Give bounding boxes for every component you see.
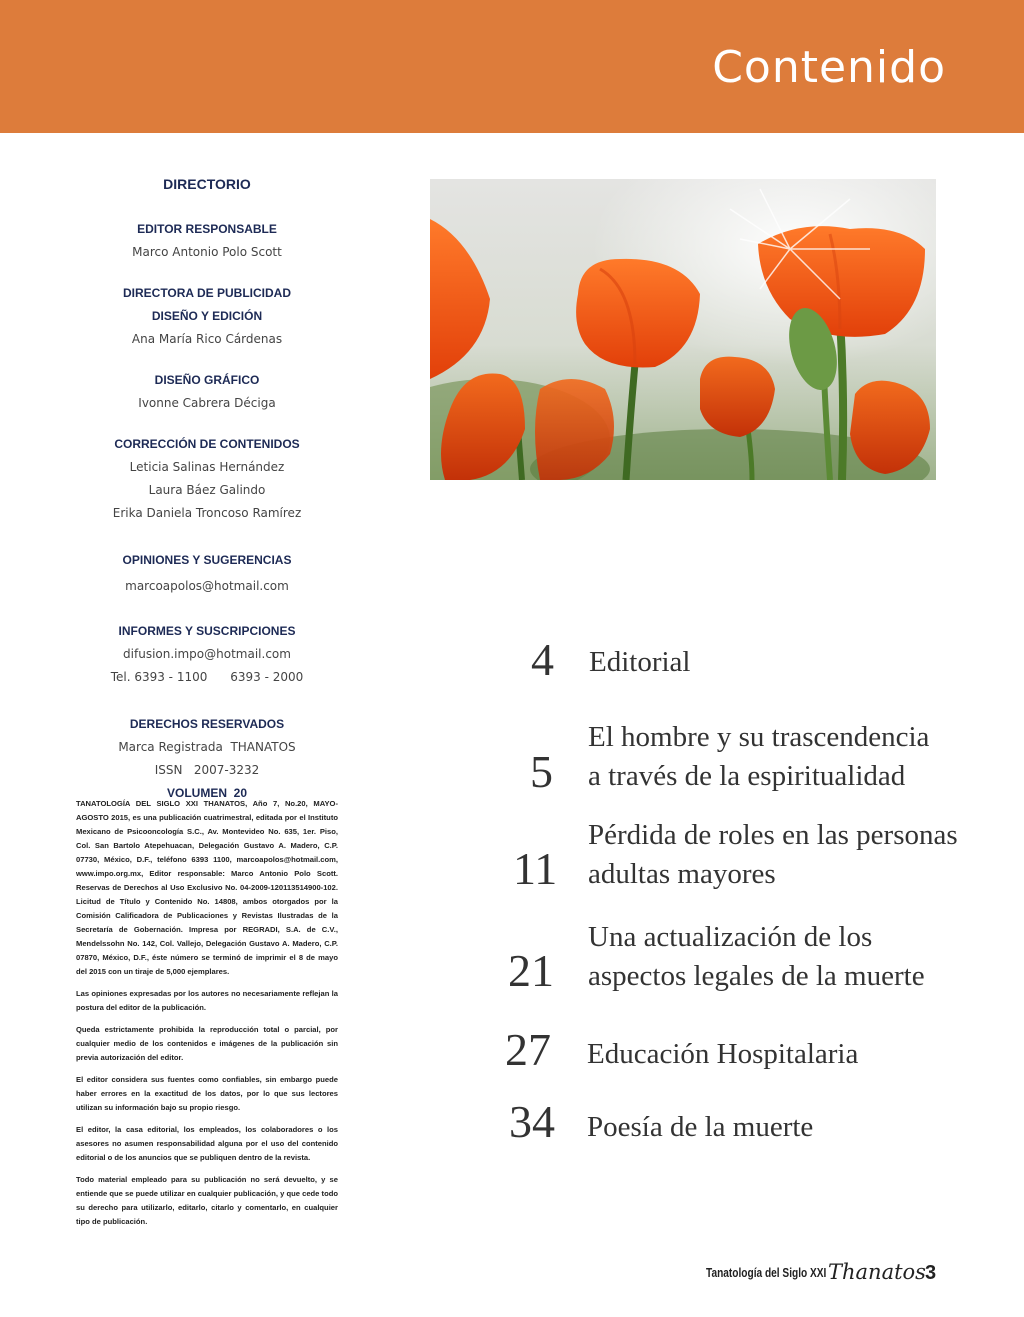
toc-title-line2[interactable]: adultas mayores bbox=[588, 858, 776, 890]
editor-name: Marco Antonio Polo Scott bbox=[132, 245, 282, 259]
legal-paragraph: El editor considera sus fuentes como confiables, sin embargo puede haber errores en la exactitud de los datos, por lo que sus lectores utilizan su información bajo su propio riesgo. bbox=[76, 1075, 338, 1112]
correction-name: Erika Daniela Troncoso Ramírez bbox=[112, 506, 302, 520]
publicity-section bbox=[76, 282, 338, 351]
tulips-photo bbox=[430, 179, 936, 480]
rights-section bbox=[76, 713, 338, 805]
directory-title: DIRECTORIO bbox=[163, 176, 251, 192]
info-phone: Tel. 6393 - 1100 6393 - 2000 bbox=[110, 670, 304, 684]
info-section bbox=[76, 620, 338, 689]
toc-title[interactable]: Una actualización de los bbox=[588, 921, 873, 953]
legal-paragraph: Todo material empleado para su publicación no será devuelto, y se entiende que se puede utilizar en cualquier publicación, y que cede todo su derecho para utilizarlo, editarlo, citarlo y comentarlo, en cualquier tipo de publicación. bbox=[76, 1175, 338, 1226]
toc-title[interactable]: Editorial bbox=[589, 646, 691, 678]
opinions-email[interactable]: marcoapolos@hotmail.com bbox=[125, 579, 289, 593]
rights-title: DERECHOS RESERVADOS bbox=[129, 717, 285, 731]
footer bbox=[706, 1262, 942, 1286]
editor-section bbox=[76, 218, 338, 264]
correction-title: CORRECCIÓN DE CONTENIDOS bbox=[114, 437, 300, 451]
graphic-design-title: DISEÑO GRÁFICO bbox=[154, 373, 260, 387]
publicity-name: Ana María Rico Cárdenas bbox=[131, 332, 283, 346]
legal-paragraph: Queda estrictamente prohibida la reproducción total o parcial, por cualquier medio de los contenidos e imágenes de la publicación sin previa autorización del editor. bbox=[76, 1025, 338, 1062]
issn: ISSN 2007-3232 bbox=[154, 763, 260, 777]
footer-magazine-name: Tanatología del Siglo XXI bbox=[706, 1265, 827, 1280]
publicity-title: DIRECTORA DE PUBLICIDAD bbox=[122, 286, 291, 300]
toc-title[interactable]: Poesía de la muerte bbox=[587, 1111, 814, 1143]
editor-title: EDITOR RESPONSABLE bbox=[137, 222, 277, 236]
toc-page-number: 21 bbox=[508, 945, 554, 996]
toc-title[interactable]: El hombre y su trascendencia bbox=[588, 721, 930, 753]
volume: VOLUMEN 20 bbox=[166, 786, 247, 800]
graphic-design-name: Ivonne Cabrera Déciga bbox=[138, 396, 276, 410]
legal-notice bbox=[76, 797, 338, 1237]
header-banner bbox=[0, 0, 1024, 133]
toc-title-line2[interactable]: aspectos legales de la muerte bbox=[588, 960, 925, 992]
correction-name: Laura Báez Galindo bbox=[148, 483, 266, 497]
toc-title[interactable]: Pérdida de roles en las personas bbox=[588, 819, 958, 851]
page-title: Contenido bbox=[712, 42, 946, 93]
page-number: 3 bbox=[925, 1262, 937, 1284]
toc-page-number: 5 bbox=[530, 746, 553, 797]
legal-paragraph: Las opiniones expresadas por los autores no necesariamente reflejan la postura del editor de la publicación. bbox=[76, 989, 338, 1012]
info-email[interactable]: difusion.impo@hotmail.com bbox=[123, 647, 291, 661]
opinions-title: OPINIONES Y SUGERENCIAS bbox=[122, 553, 292, 567]
footer-brand: Thanatos bbox=[828, 1260, 926, 1284]
opinions-section bbox=[76, 549, 338, 598]
legal-paragraph: TANATOLOGÍA DEL SIGLO XXI THANATOS, Año 7, No.20, MAYO-AGOSTO 2015, es una publicación cuatrimestral, editada por el Instituto Mexicano de Psicooncología S.C., Av. Montevideo No. 635, 1er. Piso, Col. San Bartolo Atepehuacan, Delegación Gustavo A. Madero, C.P. 07730, México, D.F., teléfono 6393 1100, marcoapolos@hotmail.com, www.impo.org.mx, Editor responsable: Marco Antonio Polo Scott. Reservas de Derechos al Uso Exclusivo No. 04-2009-120113514900-102. Licitud de Título y Contenido No. 14808, ambos otorgados por la Comisión Calificadora de Publicaciones y Revistas Ilustradas de la Secretaría de Gobernación. Impresa por REGRADI, S.A. de C.V., Mendelssohn No. 142, Col. Vallejo, Delegación Gustavo A. Madero, C.P. 07870, México, D.F., éste número se terminó de imprimir el 8 de mayo del 2015 con un tiraje de 5,000 ejemplares. bbox=[76, 799, 338, 976]
toc-title-line2[interactable]: a través de la espiritualidad bbox=[588, 760, 906, 792]
toc-page-number: 4 bbox=[531, 634, 554, 685]
directory bbox=[76, 176, 338, 823]
toc-page-number: 27 bbox=[505, 1024, 551, 1075]
correction-name: Leticia Salinas Hernández bbox=[129, 460, 285, 474]
rights-brand: Marca Registrada THANATOS bbox=[118, 740, 296, 754]
info-title: INFORMES Y SUSCRIPCIONES bbox=[118, 624, 296, 638]
correction-section bbox=[76, 433, 338, 525]
toc-page-number: 11 bbox=[513, 843, 558, 894]
toc-title[interactable]: Educación Hospitalaria bbox=[587, 1038, 859, 1070]
toc-page-number: 34 bbox=[509, 1096, 555, 1147]
design-edition-title: DISEÑO Y EDICIÓN bbox=[151, 309, 263, 323]
graphic-design-section bbox=[76, 369, 338, 415]
legal-paragraph: El editor, la casa editorial, los empleados, los colaboradores o los asesores no asumen responsabilidad alguna por el uso del contenido editorial o de los anuncios que se publiquen dentro de la revista. bbox=[76, 1125, 338, 1162]
